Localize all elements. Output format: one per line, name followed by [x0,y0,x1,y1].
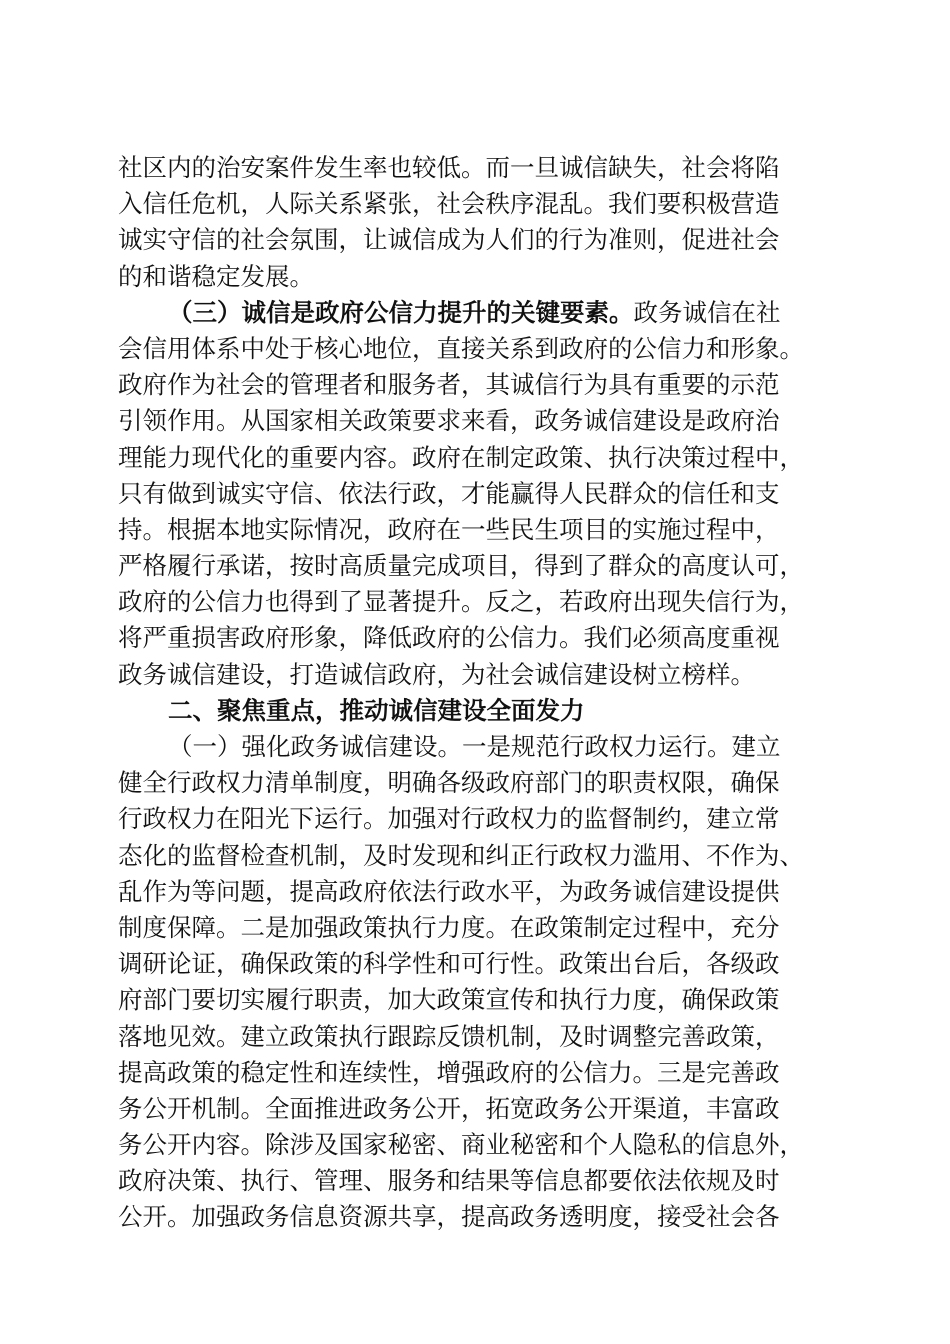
text-line: 提高政策的稳定性和连续性，增强政府的公信力。三是完善政 [118,1057,780,1087]
text-line: 将严重损害政府形象，降低政府的公信力。我们必须高度重视 [118,623,780,653]
heading-text: 二、聚焦重点，推动诚信建设全面发力 [168,695,585,725]
text-line: 务公开机制。全面推进政务公开，拓宽政务公开渠道，丰富政 [118,1093,780,1123]
text-line: 诚实守信的社会氛围，让诚信成为人们的行为准则，促进社会 [118,225,780,255]
section-heading [118,693,830,729]
text-line: 理能力现代化的重要内容。政府在制定政策、执行决策过程中， [118,442,804,472]
section-lead-bold: （三）诚信是政府公信力提升的关键要素。 [168,297,634,327]
text-line: 只有做到诚实守信、依法行政，才能赢得人民群众的信任和支 [118,478,780,508]
text-line: 府部门要切实履行职责，加大政策宣传和执行力度，确保政策 [118,985,780,1015]
text-line: 落地见效。建立政策执行跟踪反馈机制，及时调整完善政策， [118,1021,780,1051]
text-line: 严格履行承诺，按时高质量完成项目，得到了群众的高度认可， [118,551,804,581]
text-line: 乱作为等问题，提高政府依法行政水平，为政务诚信建设提供 [118,876,780,906]
section-lead-rest: 政务诚信在社 [633,297,781,327]
paragraph-2 [118,295,830,693]
text-line: 态化的监督检查机制，及时发现和纠正行政权力滥用、不作为、 [118,840,804,870]
text-line: 行政权力在阳光下运行。加强对行政权力的监督制约，建立常 [118,804,780,834]
text-line: 政府决策、执行、管理、服务和结果等信息都要依法依规及时 [118,1166,780,1196]
text-line: 持。根据本地实际情况，政府在一些民生项目的实施过程中， [118,514,780,544]
text-line [118,295,830,331]
paragraph-1 [118,150,830,295]
text-line: 社区内的治安案件发生率也较低。而一旦诚信缺失，社会将陷 [118,153,780,182]
text-line [118,729,830,765]
text-line: 引领作用。从国家相关政策要求来看，政务诚信建设是政府治 [118,406,780,436]
text-line: 调研论证，确保政策的科学性和可行性。政策出台后，各级政 [118,949,780,979]
text-line: 制度保障。二是加强政策执行力度。在政策制定过程中，充分 [118,912,780,942]
text-line: 公开。加强政务信息资源共享，提高政务透明度，接受社会各 [118,1202,780,1232]
text-line: 政府作为社会的管理者和服务者，其诚信行为具有重要的示范 [118,370,780,400]
section-lead-rest: （一）强化政务诚信建设。一是规范行政权力运行。建立 [168,732,781,761]
text-line: 务公开内容。除涉及国家秘密、商业秘密和个人隐私的信息外， [118,1130,804,1160]
text-line: 健全行政权力清单制度，明确各级政府部门的职责权限，确保 [118,768,780,798]
text-line: 政务诚信建设，打造诚信政府，为社会诚信建设树立榜样。 [118,659,755,689]
text-line: 政府的公信力也得到了显著提升。反之，若政府出现失信行为， [118,587,804,617]
text-line: 的和谐稳定发展。 [118,261,314,291]
text-line: 会信用体系中处于核心地位，直接关系到政府的公信力和形象。 [118,333,804,363]
body-text [118,150,830,1236]
text-line: 入信任危机，人际关系紧张，社会秩序混乱。我们要积极营造 [118,189,780,219]
paragraph-3 [118,729,830,1236]
